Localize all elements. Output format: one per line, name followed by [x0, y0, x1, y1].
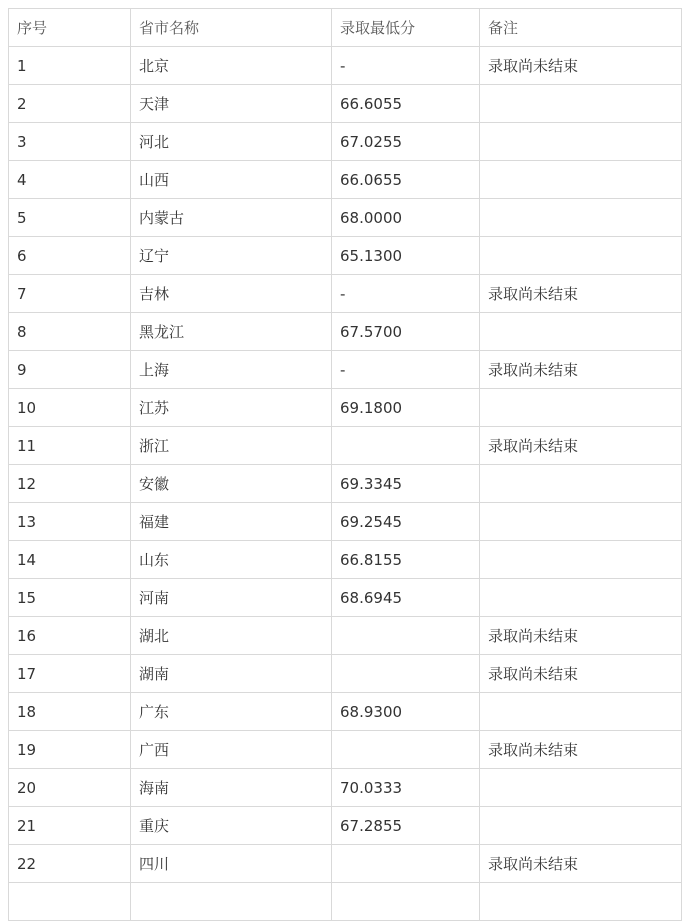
table-row — [9, 465, 682, 503]
cell-min-score: 66.0655 — [332, 161, 480, 199]
header-province: 省市名称 — [131, 9, 332, 47]
cell-province: 吉林 — [131, 275, 332, 313]
cell-province: 重庆 — [131, 807, 332, 845]
cell-remark: 录取尚未结束 — [480, 351, 682, 389]
cell-remark — [480, 693, 682, 731]
cell-index: 15 — [9, 579, 131, 617]
cell-province: 河南 — [131, 579, 332, 617]
table-row — [9, 769, 682, 807]
cell-index: 10 — [9, 389, 131, 427]
cell-province: 山西 — [131, 161, 332, 199]
table-row — [9, 731, 682, 769]
cell-min-score — [332, 427, 480, 465]
cell-province: 浙江 — [131, 427, 332, 465]
cell-index: 20 — [9, 769, 131, 807]
cell-index: 3 — [9, 123, 131, 161]
cell-province: 河北 — [131, 123, 332, 161]
cell-index: 12 — [9, 465, 131, 503]
cell-min-score: 68.6945 — [332, 579, 480, 617]
cell-province: 黑龙江 — [131, 313, 332, 351]
cell-province: 广西 — [131, 731, 332, 769]
cell-remark: 录取尚未结束 — [480, 275, 682, 313]
cell-min-score: 69.3345 — [332, 465, 480, 503]
table-row — [9, 883, 682, 921]
cell-province: 上海 — [131, 351, 332, 389]
cell-remark — [480, 541, 682, 579]
cell-min-score: 68.9300 — [332, 693, 480, 731]
cell-remark: 录取尚未结束 — [480, 845, 682, 883]
table-row — [9, 389, 682, 427]
cell-province: 四川 — [131, 845, 332, 883]
cell-province: 广东 — [131, 693, 332, 731]
cell-min-score: 70.0333 — [332, 769, 480, 807]
cell-remark — [480, 161, 682, 199]
cell-index: 21 — [9, 807, 131, 845]
table-row — [9, 427, 682, 465]
cell-index: 17 — [9, 655, 131, 693]
cell-province: 福建 — [131, 503, 332, 541]
cell-index: 22 — [9, 845, 131, 883]
table-row — [9, 655, 682, 693]
table-row — [9, 807, 682, 845]
cell-remark — [480, 579, 682, 617]
cell-index: 5 — [9, 199, 131, 237]
cell-province: 安徽 — [131, 465, 332, 503]
table-row — [9, 693, 682, 731]
cell-min-score: 66.6055 — [332, 85, 480, 123]
cell-remark — [480, 85, 682, 123]
cell-province: 湖北 — [131, 617, 332, 655]
cell-min-score — [332, 655, 480, 693]
table-row — [9, 85, 682, 123]
header-index: 序号 — [9, 9, 131, 47]
cell-index: 1 — [9, 47, 131, 85]
header-min-score: 录取最低分 — [332, 9, 480, 47]
table-row — [9, 199, 682, 237]
cell-remark — [480, 199, 682, 237]
cell-index: 11 — [9, 427, 131, 465]
cell-province: 北京 — [131, 47, 332, 85]
header-remark: 备注 — [480, 9, 682, 47]
admission-score-table — [8, 8, 682, 921]
table-row — [9, 845, 682, 883]
table-header — [9, 9, 682, 47]
cell-province: 江苏 — [131, 389, 332, 427]
table-row — [9, 617, 682, 655]
cell-index — [9, 883, 131, 921]
cell-remark — [480, 883, 682, 921]
cell-remark — [480, 237, 682, 275]
table-row — [9, 579, 682, 617]
cell-min-score: 67.2855 — [332, 807, 480, 845]
cell-province: 湖南 — [131, 655, 332, 693]
score-table-container — [8, 8, 681, 921]
cell-index: 19 — [9, 731, 131, 769]
table-body — [9, 47, 682, 921]
cell-remark — [480, 503, 682, 541]
cell-index: 4 — [9, 161, 131, 199]
cell-min-score: 65.1300 — [332, 237, 480, 275]
cell-remark: 录取尚未结束 — [480, 655, 682, 693]
cell-min-score: 67.5700 — [332, 313, 480, 351]
cell-min-score: - — [332, 351, 480, 389]
cell-min-score — [332, 883, 480, 921]
cell-province: 山东 — [131, 541, 332, 579]
header-row — [9, 9, 682, 47]
cell-remark: 录取尚未结束 — [480, 617, 682, 655]
cell-min-score — [332, 845, 480, 883]
cell-remark: 录取尚未结束 — [480, 427, 682, 465]
cell-index: 7 — [9, 275, 131, 313]
cell-min-score: - — [332, 275, 480, 313]
cell-province: 内蒙古 — [131, 199, 332, 237]
cell-remark — [480, 389, 682, 427]
table-row — [9, 313, 682, 351]
cell-index: 18 — [9, 693, 131, 731]
cell-min-score: 67.0255 — [332, 123, 480, 161]
table-row — [9, 161, 682, 199]
cell-index: 16 — [9, 617, 131, 655]
table-row — [9, 123, 682, 161]
cell-index: 6 — [9, 237, 131, 275]
cell-min-score: 69.2545 — [332, 503, 480, 541]
cell-min-score — [332, 731, 480, 769]
cell-index: 13 — [9, 503, 131, 541]
table-row — [9, 275, 682, 313]
cell-remark — [480, 123, 682, 161]
cell-province: 辽宁 — [131, 237, 332, 275]
cell-remark — [480, 769, 682, 807]
cell-index: 8 — [9, 313, 131, 351]
table-row — [9, 351, 682, 389]
cell-min-score: 68.0000 — [332, 199, 480, 237]
cell-index: 9 — [9, 351, 131, 389]
cell-min-score: 69.1800 — [332, 389, 480, 427]
table-row — [9, 541, 682, 579]
table-row — [9, 47, 682, 85]
cell-index: 2 — [9, 85, 131, 123]
cell-province — [131, 883, 332, 921]
cell-remark — [480, 465, 682, 503]
cell-index: 14 — [9, 541, 131, 579]
cell-min-score: - — [332, 47, 480, 85]
table-row — [9, 503, 682, 541]
cell-remark: 录取尚未结束 — [480, 47, 682, 85]
cell-min-score: 66.8155 — [332, 541, 480, 579]
cell-min-score — [332, 617, 480, 655]
cell-remark — [480, 807, 682, 845]
table-row — [9, 237, 682, 275]
cell-remark: 录取尚未结束 — [480, 731, 682, 769]
cell-province: 天津 — [131, 85, 332, 123]
cell-remark — [480, 313, 682, 351]
cell-province: 海南 — [131, 769, 332, 807]
